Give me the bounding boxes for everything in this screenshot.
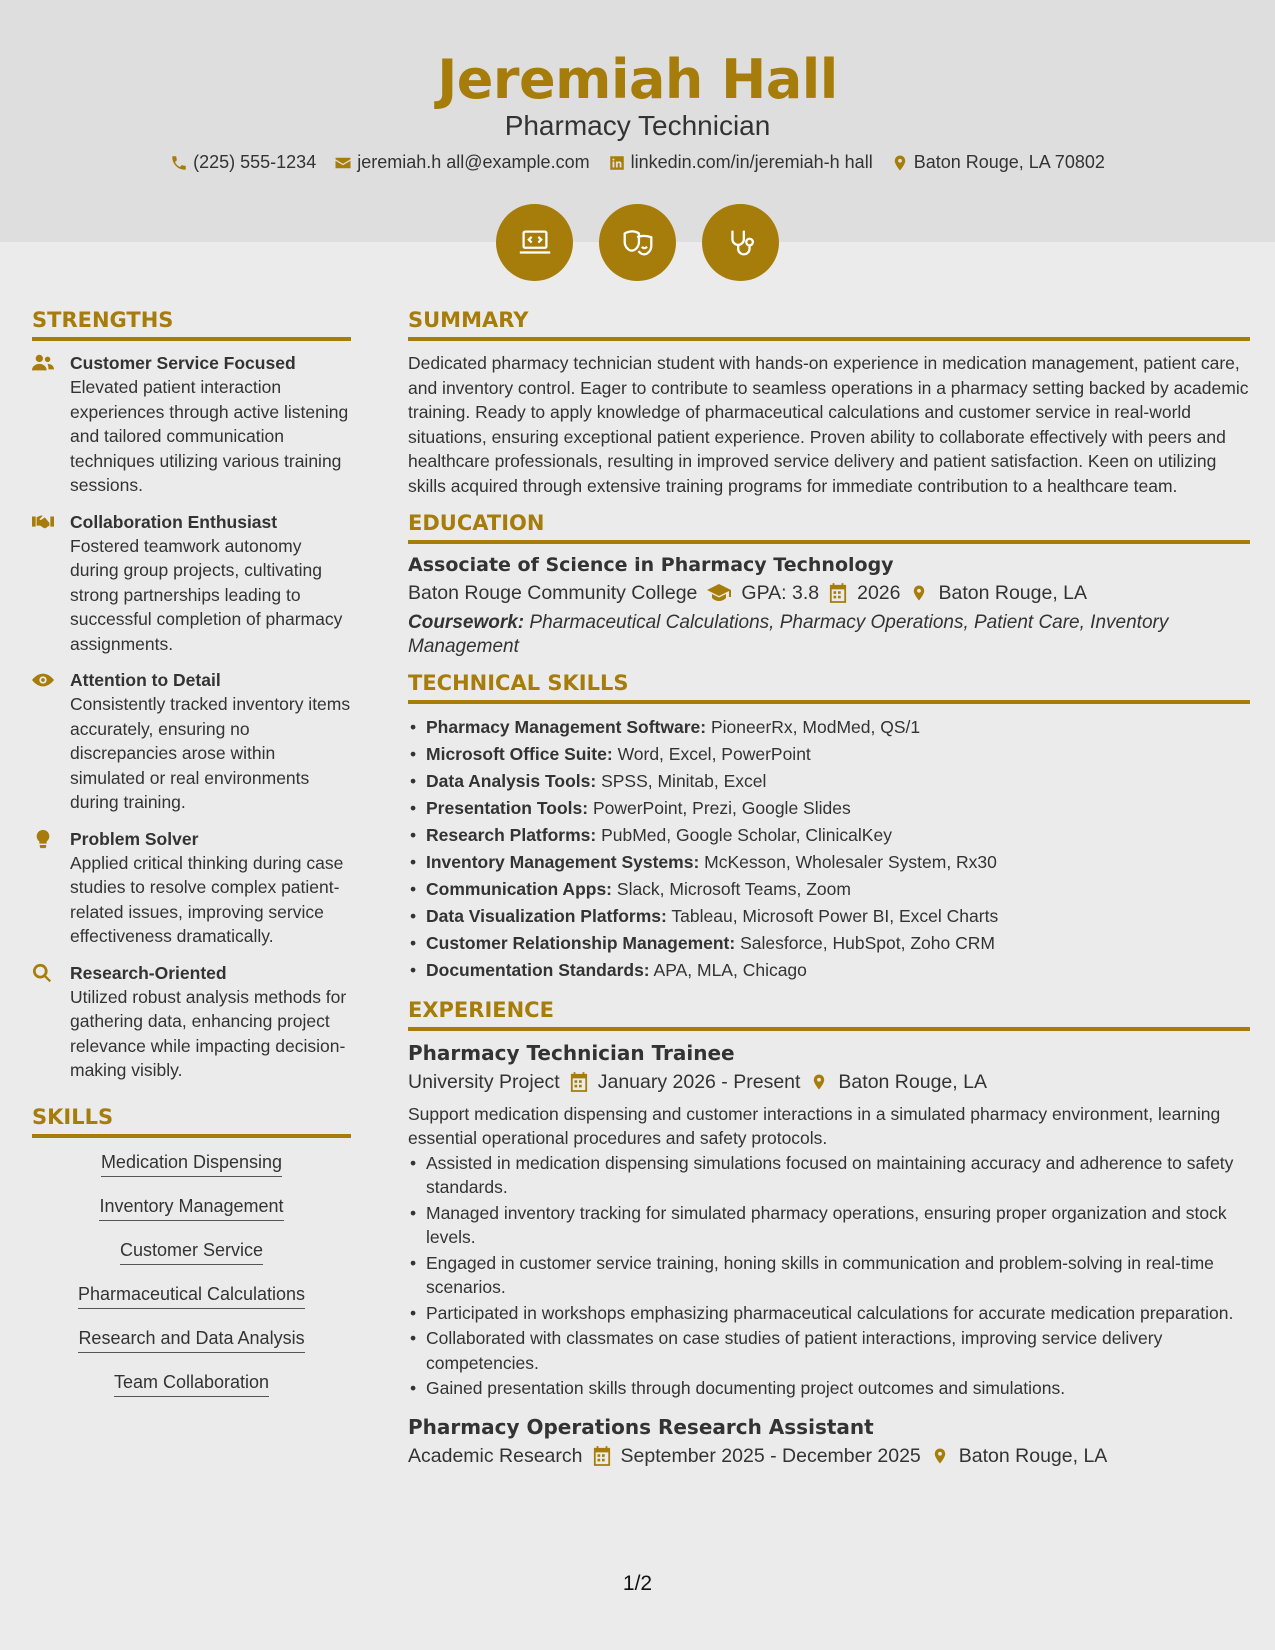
tech-label: Microsoft Office Suite: [426, 743, 613, 764]
envelope-icon [334, 154, 352, 172]
laptop-code-icon [516, 224, 554, 262]
technical-skills-list [408, 714, 1250, 984]
tech-label: Communication Apps: [426, 878, 613, 899]
users-icon [32, 353, 54, 373]
list-item [408, 795, 1250, 822]
strength-item [32, 827, 351, 949]
contact-email[interactable] [334, 152, 589, 173]
tech-value: Tableau, Microsoft Power BI, Excel Charts [671, 905, 999, 926]
coursework-text: Pharmaceutical Calculations, Pharmacy Operations, Patient Care, Inventory Management [408, 611, 1169, 657]
strength-item [32, 961, 351, 1083]
strength-item [32, 510, 351, 657]
skills-list [32, 1152, 351, 1397]
email-text: jeremiah.h all@example.com [357, 152, 590, 172]
tech-value: Word, Excel, PowerPoint [617, 743, 811, 764]
calendar-icon [593, 1446, 611, 1466]
strengths-heading: STRENGTHS [32, 308, 351, 341]
skill-chip: Research and Data Analysis [78, 1328, 304, 1353]
list-item [408, 903, 1250, 930]
list-item [408, 822, 1250, 849]
eye-icon [32, 670, 54, 690]
coursework [408, 611, 1250, 659]
strength-desc: Fostered teamwork autonomy during group projects, cultivating strong partnerships leading to successful completion of pharmacy assignments. [70, 535, 343, 654]
tech-value: SPSS, Minitab, Excel [601, 770, 767, 791]
list-item: • Participated in workshops emphasizing pharmaceutical calculations for accurate medication preparation. [408, 1301, 1250, 1326]
list-item: • Gained presentation skills through documenting project outcomes and simulations. [408, 1376, 1250, 1401]
tech-label: Data Analysis Tools: [426, 770, 597, 791]
list-item: • Collaborated with classmates on case studies of patient interactions, improving service delivery competencies. [408, 1326, 1250, 1375]
job-location: Baton Rouge, LA [958, 1444, 1108, 1467]
strength-item [32, 351, 351, 498]
strength-desc: Consistently tracked inventory items accurately, ensuring no discrepancies arose within simulated or real environments during training. [70, 694, 351, 812]
phone-text: (225) 555-1234 [193, 152, 317, 172]
strength-desc: Applied critical thinking during case studies to resolve complex patient-related issues, improving service effectiveness dramatically. [70, 852, 344, 946]
degree-title: Associate of Science in Pharmacy Technology [408, 553, 894, 576]
list-item [408, 714, 1250, 741]
job-description: Support medication dispensing and customer interactions in a simulated pharmacy environment, learning essential operational procedures and safety protocols. [408, 1103, 1221, 1149]
tech-label: Pharmacy Management Software: [426, 716, 707, 737]
list-item [408, 768, 1250, 795]
laptop-code-badge [496, 204, 573, 281]
job-org: Academic Research [408, 1444, 583, 1467]
contact-linkedin[interactable] [608, 152, 873, 173]
education-heading: EDUCATION [408, 511, 1250, 544]
header-band [0, 0, 1275, 242]
school-location: Baton Rouge, LA [938, 581, 1088, 604]
list-item [408, 849, 1250, 876]
tech-value: PowerPoint, Prezi, Google Slides [592, 797, 851, 818]
strength-title: Attention to Detail [70, 670, 221, 690]
page-number: 1/2 [622, 1572, 653, 1595]
school-name: Baton Rouge Community College [408, 581, 698, 604]
summary-text: Dedicated pharmacy technician student with hands-on experience in medication management, patient care, and inventory control. Eager to contribute to seamless operations in a pharmacy setting backed by academic training. Ready to apply knowledge of pharmaceutical calculations and customer service in real-world situations, ensuring exceptional patient experience. Proven ability to collaborate effectively with peers and healthcare professionals, resulting in improved service delivery and patient satisfaction. Keen on utilizing skills acquired through extensive training programs for immediate contribution to a healthcare team. [408, 353, 1249, 496]
list-item [408, 741, 1250, 768]
job-meta [408, 1445, 1250, 1468]
job-bullets [408, 1151, 1250, 1401]
job-location: Baton Rouge, LA [838, 1070, 987, 1093]
job-dates: January 2026 - Present [597, 1070, 801, 1093]
gpa-text: GPA: 3.8 [741, 581, 820, 604]
map-pin-icon [891, 154, 909, 172]
list-item: • Managed inventory tracking for simulated pharmacy operations, ensuring proper organization and stock levels. [408, 1201, 1250, 1250]
contact-location [891, 152, 1105, 173]
graduation-cap-icon [707, 583, 731, 603]
skill-chip: Inventory Management [99, 1196, 283, 1221]
technical-skills-heading: TECHNICAL SKILLS [408, 671, 1250, 704]
calendar-icon [829, 583, 847, 603]
stethoscope-icon [722, 224, 760, 262]
interest-badges [0, 204, 1275, 281]
handshake-icon [32, 512, 54, 532]
right-column [408, 308, 1250, 1468]
tech-value: McKesson, Wholesaler System, Rx30 [704, 851, 997, 872]
tech-label: Customer Relationship Management: [426, 932, 736, 953]
contact-bar [0, 152, 1275, 173]
stethoscope-badge [702, 204, 779, 281]
tech-value: Slack, Microsoft Teams, Zoom [616, 878, 851, 899]
masks-theater-icon [619, 224, 657, 262]
strength-desc: Utilized robust analysis methods for gathering data, enhancing project relevance while impacting decision-making visibly. [70, 986, 347, 1080]
job-dates: September 2025 - December 2025 [620, 1444, 921, 1467]
strength-title: Collaboration Enthusiast [70, 511, 278, 532]
strength-desc: Elevated patient interaction experiences through active listening and tailored communication techniques utilizing various training sessions. [70, 377, 349, 495]
left-column [32, 308, 351, 1397]
tech-value: Salesforce, HubSpot, Zoho CRM [740, 932, 995, 953]
skill-chip: Medication Dispensing [101, 1152, 282, 1177]
skill-chip: Customer Service [120, 1240, 263, 1265]
search-icon [32, 963, 54, 983]
map-pin-icon [810, 1072, 828, 1092]
tech-label: Presentation Tools: [426, 797, 589, 818]
location-text: Baton Rouge, LA 70802 [913, 152, 1105, 172]
strength-item [32, 668, 351, 815]
contact-phone[interactable] [170, 152, 316, 173]
strength-title: Research-Oriented [70, 962, 227, 983]
candidate-title: Pharmacy Technician [504, 110, 771, 141]
tech-value: APA, MLA, Chicago [653, 959, 807, 980]
map-pin-icon [931, 1446, 949, 1466]
strength-title: Customer Service Focused [70, 353, 296, 373]
experience-heading: EXPERIENCE [408, 998, 1250, 1031]
tech-label: Inventory Management Systems: [426, 851, 700, 872]
map-pin-icon [910, 583, 928, 603]
tech-value: PubMed, Google Scholar, ClinicalKey [601, 824, 892, 845]
list-item [408, 957, 1250, 984]
linkedin-text: linkedin.com/in/jeremiah-h hall [630, 152, 873, 172]
lightbulb-icon [32, 829, 54, 849]
job-title: Pharmacy Technician Trainee [408, 1040, 735, 1065]
list-item: • Engaged in customer service training, honing skills in communication and problem-solving in real-time scenarios. [408, 1251, 1250, 1300]
strength-title: Problem Solver [70, 828, 199, 849]
job-meta [408, 1071, 1250, 1094]
tech-label: Research Platforms: [426, 824, 597, 845]
skill-chip: Team Collaboration [114, 1372, 269, 1397]
candidate-name: Jeremiah Hall [437, 48, 838, 111]
list-item: • Assisted in medication dispensing simulations focused on maintaining accuracy and adherence to safety standards. [408, 1151, 1250, 1200]
tech-label: Data Visualization Platforms: [426, 905, 667, 926]
education-meta [408, 582, 1250, 605]
calendar-icon [570, 1072, 588, 1092]
linkedin-icon [608, 154, 626, 172]
skills-heading: SKILLS [32, 1105, 351, 1138]
job-org: University Project [408, 1070, 560, 1093]
coursework-label: Coursework: [408, 611, 525, 633]
tech-label: Documentation Standards: [426, 959, 650, 980]
skill-chip: Pharmaceutical Calculations [78, 1284, 305, 1309]
list-item [408, 876, 1250, 903]
job-title: Pharmacy Operations Research Assistant [408, 1414, 874, 1439]
tech-value: PioneerRx, ModMed, QS/1 [710, 716, 921, 737]
list-item [408, 930, 1250, 957]
phone-icon [170, 154, 188, 172]
summary-heading: SUMMARY [408, 308, 1250, 341]
masks-theater-badge [599, 204, 676, 281]
grad-year: 2026 [857, 581, 901, 604]
